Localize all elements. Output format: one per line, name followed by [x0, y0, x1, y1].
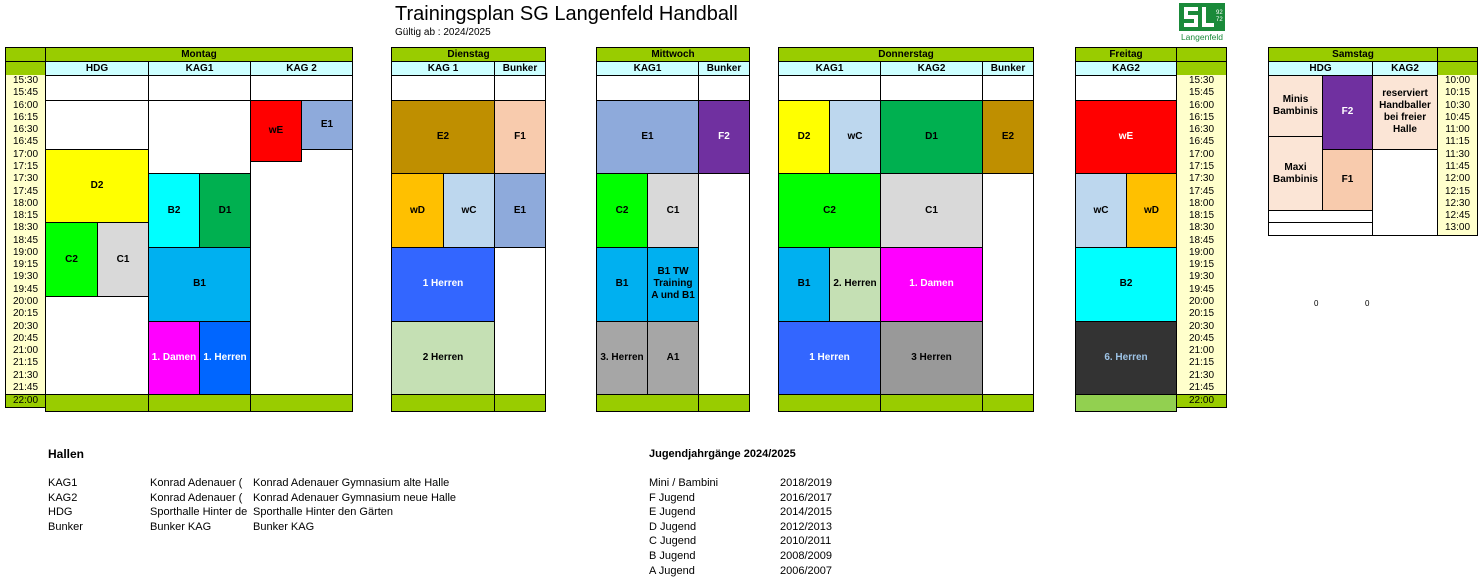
hall-short-name: Konrad Adenauer ( [150, 491, 243, 504]
montag-header-cap2 [5, 61, 46, 76]
training-block[interactable]: wE [250, 100, 302, 162]
freitag-time-slot: 16:45 [1176, 136, 1227, 149]
samstag-time-slot: 12:00 [1437, 173, 1478, 186]
training-block[interactable]: 1. Herren [199, 321, 251, 396]
hall-short-name: Konrad Adenauer ( [150, 477, 243, 489]
youth-group: D Jugend [649, 520, 697, 533]
freitag-time-slot: 17:00 [1176, 149, 1227, 162]
freitag-time-slot: 16:30 [1176, 124, 1227, 137]
freitag-time-slot: 17:30 [1176, 173, 1227, 186]
sgl-logo-icon [1176, 2, 1228, 42]
day-header-freitag: Freitag [1075, 47, 1177, 62]
hall-code: KAG2 [48, 491, 78, 504]
training-block[interactable]: D2 [45, 149, 149, 224]
freitag-time-slot: 20:30 [1176, 321, 1227, 334]
freitag-time-slot: 19:00 [1176, 247, 1227, 260]
montag-time-slot: 17:30 [5, 173, 46, 186]
freitag-time-slot: 17:45 [1176, 186, 1227, 199]
freitag-time-slot: 15:45 [1176, 87, 1227, 100]
samstag-time-slot: 10:15 [1437, 87, 1478, 100]
training-block[interactable]: Minis Bambinis [1268, 75, 1323, 137]
freitag-header-cap [1176, 47, 1227, 62]
montag-time-slot: 15:30 [5, 75, 46, 88]
freitag-time-slot: 21:00 [1176, 345, 1227, 358]
hall-full-name: Konrad Adenauer Gymnasium alte Halle [253, 477, 450, 489]
training-block[interactable]: B1 [778, 247, 830, 322]
samstag-time-slot: 11:15 [1437, 136, 1478, 149]
hall-header-donnerstag: KAG2 [880, 61, 983, 76]
samstag-time-slot: 12:15 [1437, 186, 1478, 199]
training-block[interactable]: 6. Herren [1075, 321, 1177, 396]
youth-group: A Jugend [649, 564, 695, 577]
montag-time-slot: 19:00 [5, 247, 46, 260]
training-block[interactable]: C2 [45, 222, 98, 297]
birth-years: 2012/2013 [780, 520, 832, 533]
training-block[interactable]: B2 [148, 173, 200, 248]
empty-slot [880, 75, 983, 101]
hall-code: KAG1 [48, 477, 78, 489]
freitag-time-slot: 20:45 [1176, 333, 1227, 346]
training-block[interactable]: B1 TW Training A und B1 [647, 247, 699, 322]
empty-slot [250, 75, 353, 101]
training-block[interactable]: 3 Herren [880, 321, 983, 396]
empty-slot [778, 75, 881, 101]
montag-time-slot: 17:15 [5, 161, 46, 174]
training-block[interactable]: C1 [647, 173, 699, 248]
montag-time-slot: 20:15 [5, 308, 46, 321]
montag-time-slot: 21:00 [5, 345, 46, 358]
freitag-time-slot: 18:45 [1176, 235, 1227, 248]
montag-time-slot: 17:45 [5, 186, 46, 199]
training-block[interactable]: wE [1075, 100, 1177, 175]
training-block[interactable]: wC [1075, 173, 1127, 248]
montag-time-slot: 18:30 [5, 222, 46, 235]
freitag-time-slot: 18:15 [1176, 210, 1227, 223]
footer-montag [148, 394, 251, 411]
montag-time-slot: 18:15 [5, 210, 46, 223]
training-block[interactable]: 2 Herren [391, 321, 495, 396]
hall-header-samstag: HDG [1268, 61, 1373, 76]
youth-group: C Jugend [649, 535, 697, 548]
training-block[interactable]: 1 Herren [391, 247, 495, 322]
training-block[interactable]: wC [829, 100, 881, 175]
training-block[interactable]: 3. Herren [596, 321, 648, 396]
birth-years: 2016/2017 [780, 491, 832, 504]
montag-time-slot: 16:30 [5, 124, 46, 137]
freitag-time-slot: 21:45 [1176, 382, 1227, 395]
footer-dienstag [391, 394, 495, 411]
training-block[interactable]: E2 [982, 100, 1034, 175]
youth-years-title: Jugendjahrgänge 2024/2025 [649, 448, 796, 460]
svg-text:72: 72 [1216, 17, 1223, 23]
footer-montag [250, 394, 353, 411]
training-block[interactable]: E1 [301, 100, 353, 150]
hall-header-montag: KAG 2 [250, 61, 353, 76]
footer-dienstag [494, 394, 546, 411]
day-header-samstag: Samstag [1268, 47, 1438, 62]
montag-time-slot: 16:45 [5, 136, 46, 149]
hall-header-donnerstag: Bunker [982, 61, 1034, 76]
hall-full-name: Sporthalle Hinter den Gärten [253, 506, 394, 519]
samstag-time-slot: 11:00 [1437, 124, 1478, 137]
training-block[interactable]: 2. Herren [829, 247, 881, 322]
training-block[interactable]: C1 [880, 173, 983, 248]
day-header-mittwoch: Mittwoch [596, 47, 750, 62]
freitag-time-slot: 20:00 [1176, 296, 1227, 309]
samstag-time-slot: 11:30 [1437, 149, 1478, 162]
hall-header-dienstag: KAG 1 [391, 61, 495, 76]
montag-time-slot: 20:45 [5, 333, 46, 346]
club-logo [1176, 2, 1228, 42]
freitag-time-slot: 15:30 [1176, 75, 1227, 88]
montag-time-slot: 19:15 [5, 259, 46, 272]
youth-group: E Jugend [649, 506, 696, 519]
birth-years: 2006/2007 [780, 564, 832, 577]
training-block[interactable]: D2 [778, 100, 830, 175]
training-block[interactable]: E2 [391, 100, 495, 175]
training-block[interactable]: 1. Damen [880, 247, 983, 322]
freitag-time-slot: 17:15 [1176, 161, 1227, 174]
training-block[interactable]: Maxi Bambinis [1268, 136, 1323, 211]
hall-header-montag: HDG [45, 61, 149, 76]
hall-header-freitag: KAG2 [1075, 61, 1177, 76]
montag-time-slot: 19:45 [5, 284, 46, 297]
footer-freitag [1075, 394, 1177, 411]
footer-mittwoch [698, 394, 750, 411]
montag-time-slot: 21:45 [5, 382, 46, 395]
empty-slot [596, 75, 699, 101]
montag-time-slot: 19:30 [5, 271, 46, 284]
zero-value: 0 [1365, 299, 1370, 308]
empty-slot [148, 75, 251, 101]
montag-time-slot: 22:00 [5, 394, 46, 407]
day-header-montag: Montag [45, 47, 353, 62]
training-block[interactable]: wC [443, 173, 495, 248]
training-block[interactable]: E1 [596, 100, 699, 175]
training-block[interactable]: F2 [698, 100, 750, 175]
training-block[interactable]: D1 [880, 100, 983, 175]
training-block[interactable]: B1 [596, 247, 648, 322]
birth-years: 2010/2011 [780, 535, 832, 548]
freitag-time-slot: 18:30 [1176, 222, 1227, 235]
montag-time-slot: 16:00 [5, 100, 46, 113]
samstag-time-slot: 13:00 [1437, 222, 1478, 235]
freitag-header-cap2 [1176, 61, 1227, 76]
freitag-time-slot: 18:00 [1176, 198, 1227, 211]
youth-group: F Jugend [649, 491, 695, 504]
montag-time-slot: 20:30 [5, 321, 46, 334]
samstag-time-slot: 10:00 [1437, 75, 1478, 88]
logo-text: Langenfeld [1180, 32, 1224, 42]
hall-header-mittwoch: Bunker [698, 61, 750, 76]
montag-time-slot: 20:00 [5, 296, 46, 309]
samstag-header-cap2 [1437, 61, 1478, 76]
samstag-time-slot: 12:45 [1437, 210, 1478, 223]
montag-time-slot: 17:00 [5, 149, 46, 162]
footer-mittwoch [596, 394, 699, 411]
hall-code: HDG [48, 506, 73, 519]
training-block[interactable]: reserviert Handballer bei freier Halle [1372, 75, 1438, 150]
empty-slot [1075, 75, 1177, 101]
training-block[interactable]: C2 [596, 173, 648, 248]
hall-short-name: Bunker KAG [150, 520, 212, 533]
zero-value: 0 [1314, 299, 1319, 308]
hall-header-samstag: KAG2 [1372, 61, 1438, 76]
hall-full-name: Bunker KAG [253, 520, 315, 533]
footer-montag [45, 394, 149, 411]
hall-header-mittwoch: KAG1 [596, 61, 699, 76]
montag-time-slot: 16:15 [5, 112, 46, 125]
hall-header-donnerstag: KAG1 [778, 61, 881, 76]
montag-time-slot: 21:15 [5, 357, 46, 370]
youth-group: Mini / Bambini [649, 477, 719, 489]
training-block[interactable]: A1 [647, 321, 699, 396]
hall-short-name: Sporthalle Hinter de [150, 506, 248, 519]
day-header-donnerstag: Donnerstag [778, 47, 1034, 62]
empty-slot [1268, 222, 1373, 235]
training-block[interactable]: wD [1126, 173, 1177, 248]
montag-time-slot: 21:30 [5, 370, 46, 383]
montag-time-slot: 18:45 [5, 235, 46, 248]
page-title: Trainingsplan SG Langenfeld Handball [395, 3, 738, 25]
birth-years: 2014/2015 [780, 506, 832, 519]
freitag-time-slot: 22:00 [1176, 394, 1227, 407]
youth-group: B Jugend [649, 550, 696, 562]
empty-slot [698, 75, 750, 101]
freitag-time-slot: 21:30 [1176, 370, 1227, 383]
samstag-time-slot: 11:45 [1437, 161, 1478, 174]
training-block[interactable]: E1 [494, 173, 546, 248]
freitag-time-slot: 20:15 [1176, 308, 1227, 321]
training-block[interactable]: F1 [494, 100, 546, 175]
training-block[interactable]: C2 [778, 173, 881, 248]
freitag-time-slot: 19:15 [1176, 259, 1227, 272]
training-block[interactable]: 1 Herren [778, 321, 881, 396]
birth-years: 2018/2019 [780, 477, 832, 489]
footer-donnerstag [778, 394, 881, 411]
freitag-time-slot: 19:30 [1176, 271, 1227, 284]
footer-donnerstag [880, 394, 983, 411]
samstag-time-slot: 12:30 [1437, 198, 1478, 211]
hall-full-name: Konrad Adenauer Gymnasium neue Halle [253, 491, 457, 504]
montag-time-slot: 15:45 [5, 87, 46, 100]
halls-title: Hallen [48, 447, 85, 461]
training-block[interactable]: B1 [148, 247, 251, 322]
training-block[interactable]: wD [391, 173, 444, 248]
day-header-dienstag: Dienstag [391, 47, 546, 62]
freitag-time-slot: 16:15 [1176, 112, 1227, 125]
footer-donnerstag [982, 394, 1034, 411]
svg-text:92: 92 [1216, 10, 1223, 16]
birth-years: 2008/2009 [780, 550, 832, 562]
samstag-time-slot: 10:30 [1437, 100, 1478, 113]
training-block[interactable]: D1 [199, 173, 251, 248]
montag-header-cap [5, 47, 46, 62]
empty-slot [982, 75, 1034, 101]
freitag-time-slot: 16:00 [1176, 100, 1227, 113]
training-block[interactable]: 1. Damen [148, 321, 200, 396]
training-block[interactable]: B2 [1075, 247, 1177, 322]
training-block[interactable]: F2 [1322, 75, 1373, 150]
freitag-time-slot: 21:15 [1176, 357, 1227, 370]
samstag-time-slot: 10:45 [1437, 112, 1478, 125]
hall-code: Bunker [48, 520, 83, 533]
montag-time-slot: 18:00 [5, 198, 46, 211]
empty-slot [45, 75, 149, 101]
hall-header-montag: KAG1 [148, 61, 251, 76]
validity-subtitle: Gültig ab : 2024/2025 [395, 27, 491, 38]
empty-slot [391, 75, 495, 101]
training-block[interactable]: C1 [97, 222, 149, 297]
empty-slot [494, 75, 546, 101]
hall-header-dienstag: Bunker [494, 61, 546, 76]
freitag-time-slot: 19:45 [1176, 284, 1227, 297]
samstag-header-cap [1437, 47, 1478, 62]
training-block[interactable]: F1 [1322, 149, 1373, 211]
